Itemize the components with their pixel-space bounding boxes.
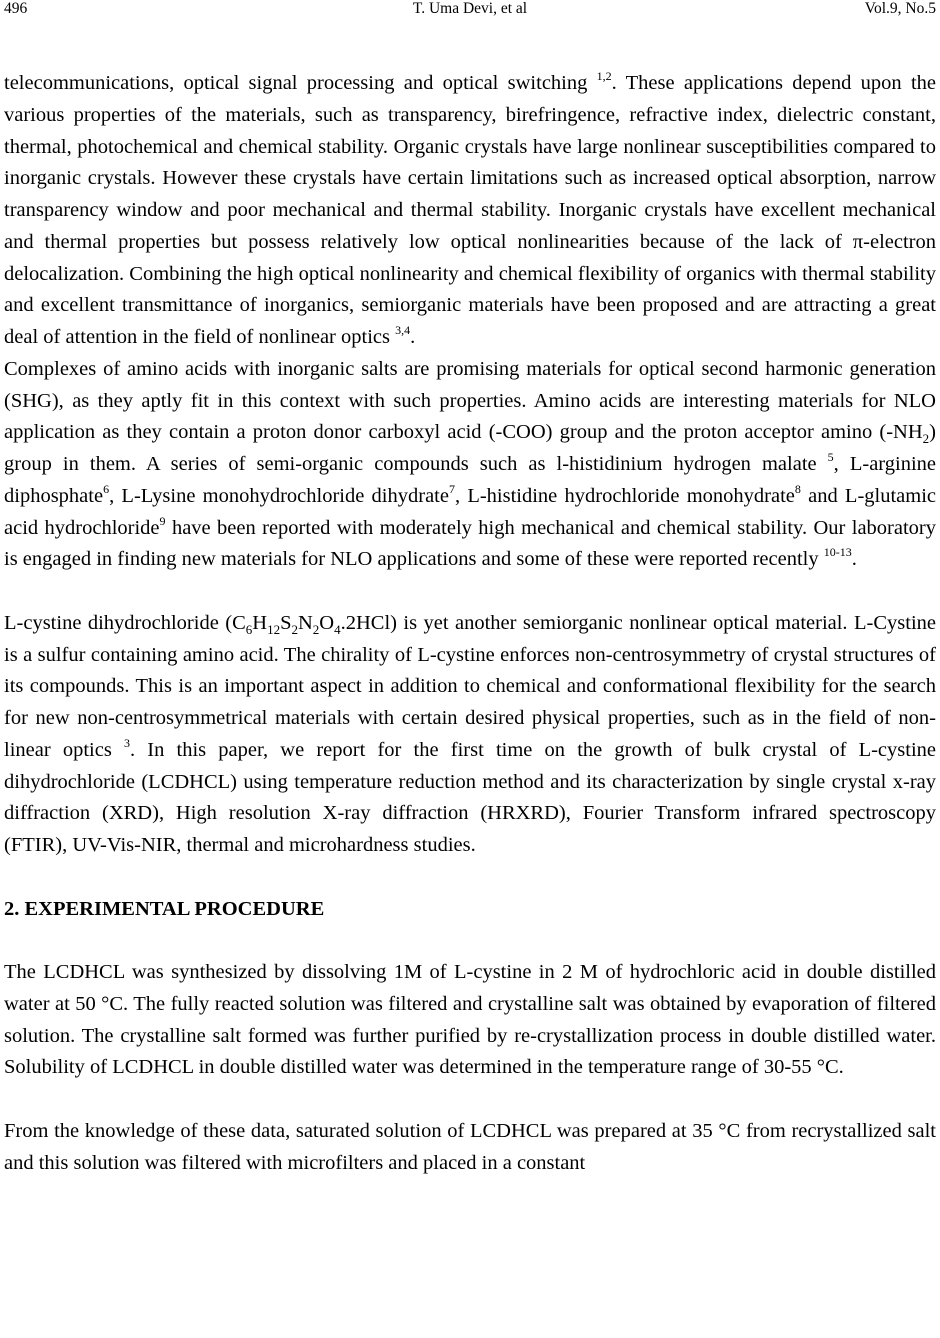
paragraph-introduction-continued: telecommunications, optical signal processing and optical switching $^{1,2}$. These applications depend upon the various properties of the materials, such as transparency, birefringence, refractive index, dielectric constant, thermal, photochemical and chemical stability. Organic crystals have large nonlinear susceptibilities compared to inorganic crystals. However these crystals have certain limitations such as increased optical absorption, narrow transparency window and poor mechanical and thermal stability. Inorganic crystals have excellent mechanical and thermal properties but possess relatively low optical nonlinearities because of the lack of π-electron delocalization. Combining the high optical nonlinearity and chemical flexibility of organics with thermal stability and excellent transmittance of inorganics, semiorganic materials have been proposed and are attracting a great deal of attention in the field of nonlinear optics $^{3,4}$. [4, 69, 936, 348]
paragraph-gap [4, 862, 936, 894]
paragraph-l-cystine: L-cystine dihydrochloride $(C_6H_{12}S_2N_2O_4.2HCl)$ is yet another semiorganic nonlinear optical material. L-Cystine is a sulfur containing amino acid. The chirality of L-cystine enforces non-centrosymmetry of crystal structures of its compounds. This is an important aspect in addition to chemical and conformational flexibility for the search for new non-centrosymmetrical materials with certain desired physical properties, such as in the field of non-linear optics $^3$. In this paper, we report for the first time on the growth of bulk crystal of L-cystine dihydrochloride (LCDHCL) using temperature reduction method and its characterization by single crystal x-ray diffraction (XRD), High resolution X-ray diffraction (HRXRD), Fourier Transform infrared spectroscopy (FTIR), UV-Vis-NIR, thermal and microhardness studies. [4, 611, 936, 856]
citation: 6 [103, 481, 110, 496]
paragraph-gap [4, 576, 936, 608]
citation: 1,2 [596, 69, 612, 84]
page-number: 496 [4, 0, 28, 17]
paragraph-synthesis: The LCDHCL was synthesized by dissolving 1M of L-cystine in 2 M of hydrochloric acid in double distilled water at 50 °C. The fully reacted solution was filtered and crystalline salt was obtained by evaporation of filtered solution. The crystalline salt formed was further purified by re-crystallization process in double distilled water. Solubility of LCDHCL in double distilled water was determined in the temperature range of 30-55 °C. [4, 961, 936, 1079]
paragraph-amino-acid-complexes: Complexes of amino acids with inorganic salts are promising materials for optical second harmonic generation (SHG), as they aptly fit in this context with such properties. Amino acids are interesting materials for NLO application as they contain a proton donor carboxyl acid (-COO) group and the proton acceptor amino $(-NH_2)$ group in them. A series of semi-organic compounds such as l-histidinium hydrogen malate $^5$, L-arginine diphosphate$^6$, L-Lysine monohydrochloride dihydrate$^7$, L-histidine hydrochloride monohydrate$^8$ and L-glutamic acid hydrochloride$^9$ have been reported with moderately high mechanical and chemical stability. Our laboratory is engaged in finding new materials for NLO applications and some of these were reported recently $^{10-13}$. [4, 357, 937, 571]
citation: 3 [123, 735, 130, 750]
citation: 10-13 [823, 545, 852, 560]
article-body [4, 68, 936, 1179]
running-header [4, 0, 936, 20]
subscript: 12 [267, 621, 281, 637]
citation: 9 [159, 513, 166, 528]
paragraph-gap [4, 1084, 936, 1116]
subscript: 2 [922, 431, 930, 447]
citation: 3,4 [395, 323, 411, 338]
citation: 7 [448, 481, 455, 496]
paragraph-crystal-growth: From the knowledge of these data, saturated solution of LCDHCL was prepared at 35 °C from recrystallized salt and this solution was filtered with microfilters and placed in a constant [4, 1119, 936, 1174]
subscript: 2 [291, 621, 298, 637]
subscript: 2 [312, 621, 320, 637]
paragraph-gap [4, 925, 936, 957]
header-volume: Vol.9, No.5 [864, 0, 936, 17]
subscript: 4 [334, 621, 341, 637]
citation: 8 [794, 481, 801, 496]
header-authors: T. Uma Devi, et al [412, 0, 528, 17]
subscript: 6 [245, 621, 253, 637]
section-heading: 2. EXPERIMENTAL PROCEDURE [4, 897, 325, 920]
citation: 5 [827, 450, 834, 465]
